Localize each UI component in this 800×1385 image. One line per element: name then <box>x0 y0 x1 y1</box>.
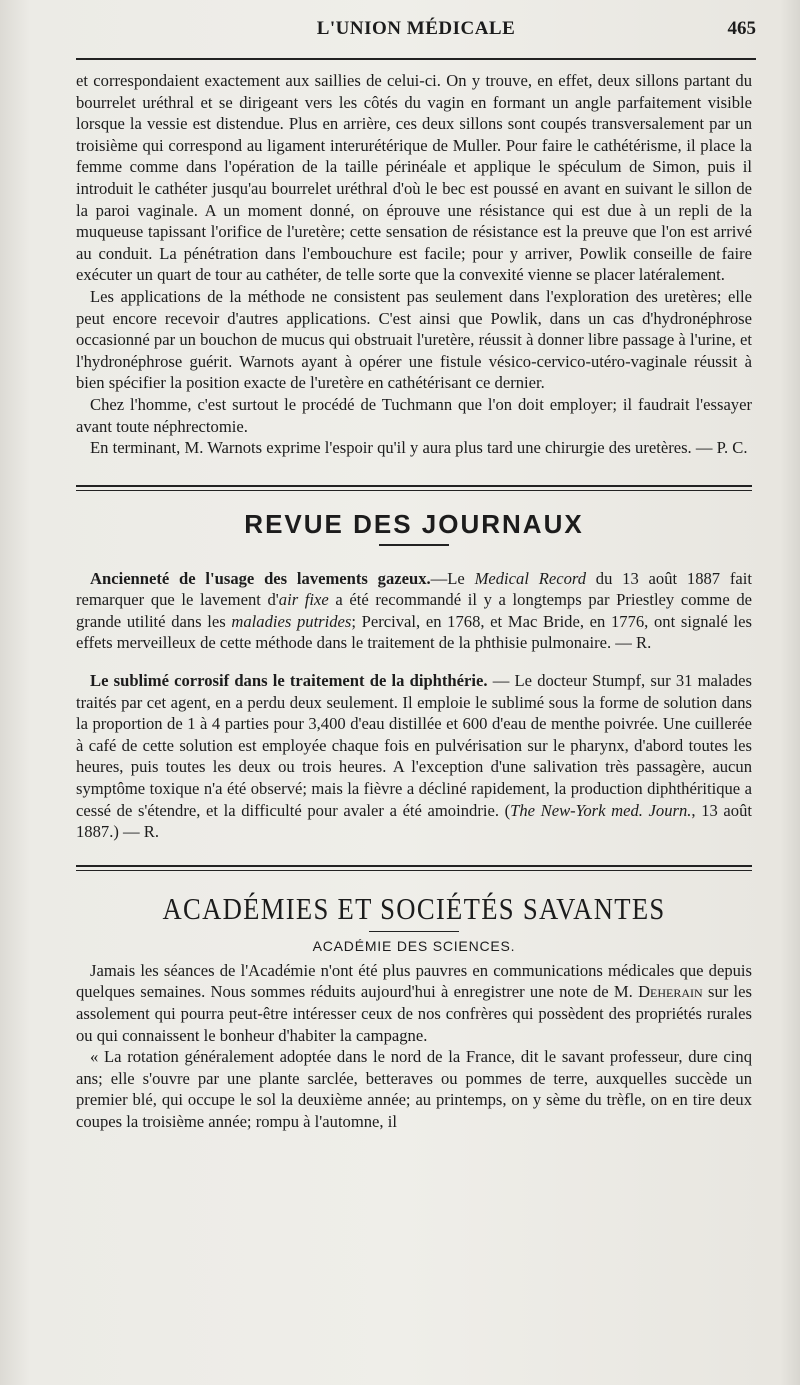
body-paragraph: « La rotation généralement adoptée dans le nord de la France, dit le savant professeur, dure cinq ans; elle s'ouvre par une plante sarclée, betteraves ou pommes de terre, auxquelles succède un premier blé, qui occupe le sol la deuxième année; au printemps, on y sème du trèfle, on en tire deux coupes la troisième année; rompu à l'automne, il <box>76 1047 752 1131</box>
page-number: 465 <box>727 18 756 39</box>
page-header <box>76 18 756 50</box>
title-underline <box>369 931 459 932</box>
title-underline <box>379 544 449 546</box>
revue-item <box>76 670 752 843</box>
header-rule <box>76 58 756 60</box>
revue-paragraph: Le sublimé corrosif dans le traitement de la diphthérie. — Le docteur Stumpf, sur 31 malades traités par cet agent, en a perdu deux seulement. Il emploie le sublimé sous la forme de solution dans la proportion de 1 à 4 parties pour 3,400 d'eau distillée et 600 d'eau de menthe poivrée. Une cuillerée à café de cette solution est employée chaque fois en pulvérisation sur le pharynx, d'abord toutes les heures, puis toutes les deux ou trois heures. A l'exception d'une salivation très passagère, aucun symptôme toxique n'a été observé; mais la fièvre a décliné rapidement, la production diphthéritique a cessé de s'étendre, et la difficulté pour avaler a été amoindrie. (The New-York med. Journ., 13 août 1887.) — R. <box>76 671 752 842</box>
journal-source: Medical Record <box>474 568 587 588</box>
item-heading: Ancienneté de l'usage des lavements gazeux. <box>90 568 431 588</box>
warnots-article <box>76 70 752 459</box>
page-content <box>76 70 752 1133</box>
subsection-title: ACADÉMIE DES SCIENCES. <box>312 937 516 954</box>
author-name: Deherain <box>638 982 703 1002</box>
section-divider <box>76 485 752 491</box>
section-divider <box>76 865 752 871</box>
body-paragraph: Les applications de la méthode ne consistent pas seulement dans l'exploration des uretères; elle peut encore recevoir d'autres applications. C'est ainsi que Powlik, dans un cas d'hydronéphrose occasionné par un bouchon de mucus qui obstruait l'uretère, réussit à donner libre passage à l'urine, et l'hydronéphrose guérit. Warnots ayant à opérer une fistule vésico-cervico-utéro-vaginale réussit à bien spécifier la position exacte de l'uretère en cathétérisant ce dernier. <box>76 286 752 393</box>
body-paragraph: et correspondaient exactement aux saillies de celui-ci. On y trouve, en effet, deux sillons partant du bourrelet uréthral et se dirigeant vers les côtés du vagin en formant un angle parfaitement visible lorsque la vessie est distendue. Plus en arrière, ces deux sillons sont coupés transversalement par un troisième qui correspond au ligament interurétérique de Muller. Pour faire le cathétérisme, il place la femme comme dans l'opération de la taille périnéale et applique le spéculum de Simon, puis il introduit le cathéter jusqu'au bourrelet uréthral d'où le bec est poussé en avant en suivant le sillon de la paroi vaginale. A un moment donné, on éprouve une résistance qui est due à un repli de la muqueuse tapissant l'orifice de l'uretère; cette sensation de résistance est la preuve que l'on est arrivé au conduit. La pénétration dans l'embouchure est facile; pour y arriver, Powlik conseille de faire exécuter un quart de tour au cathéter, de telle sorte que la convexité vienne se placer latéralement. <box>76 71 752 285</box>
running-title: L'UNION MÉDICALE <box>316 18 516 39</box>
body-paragraph: En terminant, M. Warnots exprime l'espoir qu'il y aura plus tard une chirurgie des uretères. — P. C. <box>90 438 748 458</box>
section-title-academies: ACADÉMIES ET SOCIÉTÉS SAVANTES <box>162 890 666 926</box>
body-paragraph: Chez l'homme, c'est surtout le procédé de Tuchmann que l'on doit employer; il faudrait l'essayer avant toute néphrectomie. <box>76 394 752 436</box>
journal-source: The New-York med. Journ. <box>510 800 692 820</box>
section-title-revue: REVUE DES JOURNAUX <box>244 508 584 539</box>
revue-paragraph: Ancienneté de l'usage des lavements gazeux.—Le Medical Record du 13 août 1887 fait remarquer que le lavement d'air fixe a été recommandé il y a longtemps par Priestley comme de grande utilité dans les maladies putrides; Percival, en 1768, et Mac Bride, en 1776, ont signalé les effets merveilleux de cette méthode dans le traitement de la phthisie pulmonaire. — R. <box>76 568 753 653</box>
body-paragraph: Jamais les séances de l'Académie n'ont été plus pauvres en communications médicales que depuis quelques semaines. Nous sommes réduits aujourd'hui à enregistrer une note de M. Deherain sur les assolement qui pourra peut-être intéresser ceux de nos confrères qui possèdent des propriétés rurales ou qui connaissent le bonheur d'habiter la campagne. <box>76 960 752 1045</box>
revue-item <box>76 568 752 654</box>
item-heading: Le sublimé corrosif dans le traitement de la diphthérie. <box>90 671 488 691</box>
